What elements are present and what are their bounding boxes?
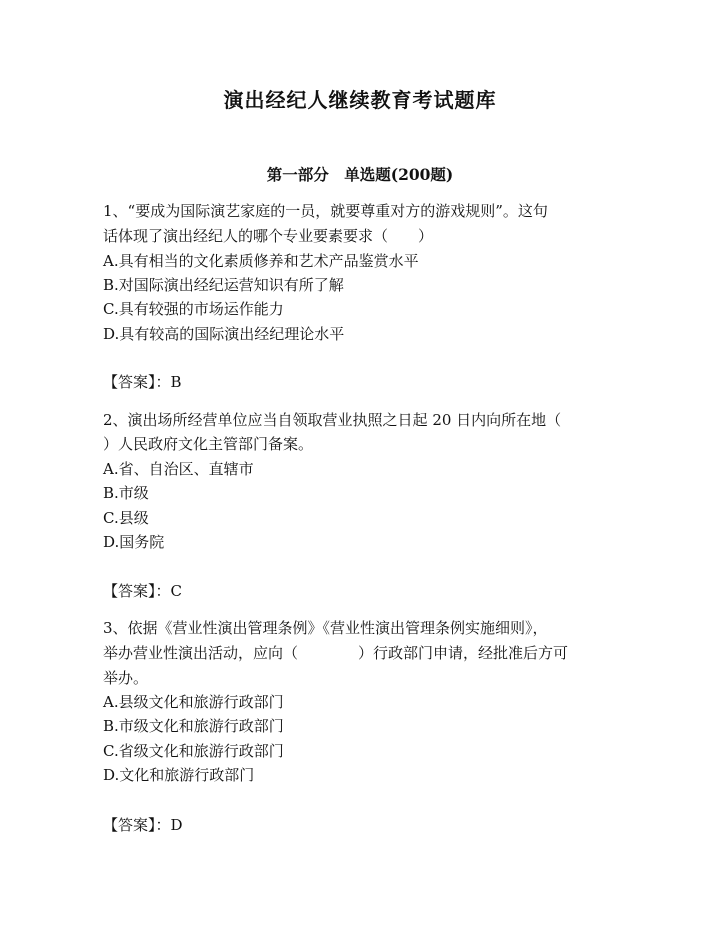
section-title: 第一部分 单选题(200题) xyxy=(266,165,454,184)
question-1-answer: 【答案】：B xyxy=(103,373,182,391)
question-3-option-a: A.县级文化和旅游行政部门 xyxy=(103,693,284,711)
question-3-answer: 【答案】：D xyxy=(103,816,183,834)
question-1-stem-line-1: 1、“要成为国际演艺家庭的一员，就要尊重对方的游戏规则”。这句 xyxy=(103,202,548,220)
document-title: 演出经纪人继续教育考试题库 xyxy=(223,88,497,112)
question-3-option-d: D.文化和旅游行政部门 xyxy=(103,766,255,784)
question-2-option-c: C.县级 xyxy=(103,509,149,527)
question-3-stem-line-3: 举办。 xyxy=(103,669,149,687)
question-3-stem-line-2: 举办营业性演出活动，应向（ ）行政部门申请，经批准后方可 xyxy=(103,644,569,662)
question-3-option-b: B.市级文化和旅游行政部门 xyxy=(103,717,284,735)
question-1-stem-line-2: 话体现了演出经纪人的哪个专业要素要求（ ） xyxy=(103,227,434,245)
question-2-option-d: D.国务院 xyxy=(103,533,165,551)
question-3-option-c: C.省级文化和旅游行政部门 xyxy=(103,742,284,760)
question-2-option-a: A.省、自治区、直辖市 xyxy=(103,460,254,478)
question-2-answer: 【答案】：C xyxy=(103,582,182,600)
question-1-option-c: C.具有较强的市场运作能力 xyxy=(103,300,284,318)
question-2-stem-line-2: ）人民政府文化主管部门备案。 xyxy=(103,435,314,453)
question-2-stem-line-1: 2、演出场所经营单位应当自领取营业执照之日起 20 日内向所在地（ xyxy=(103,411,562,429)
question-1-option-d: D.具有较高的国际演出经纪理论水平 xyxy=(103,325,345,343)
question-1-option-a: A.具有相当的文化素质修养和艺术产品鉴赏水平 xyxy=(103,252,419,270)
question-2-option-b: B.市级 xyxy=(103,484,149,502)
question-3-stem-line-1: 3、依据《营业性演出管理条例》《营业性演出管理条例实施细则》， xyxy=(103,619,548,637)
question-1-option-b: B.对国际演出经纪运营知识有所了解 xyxy=(103,276,344,294)
